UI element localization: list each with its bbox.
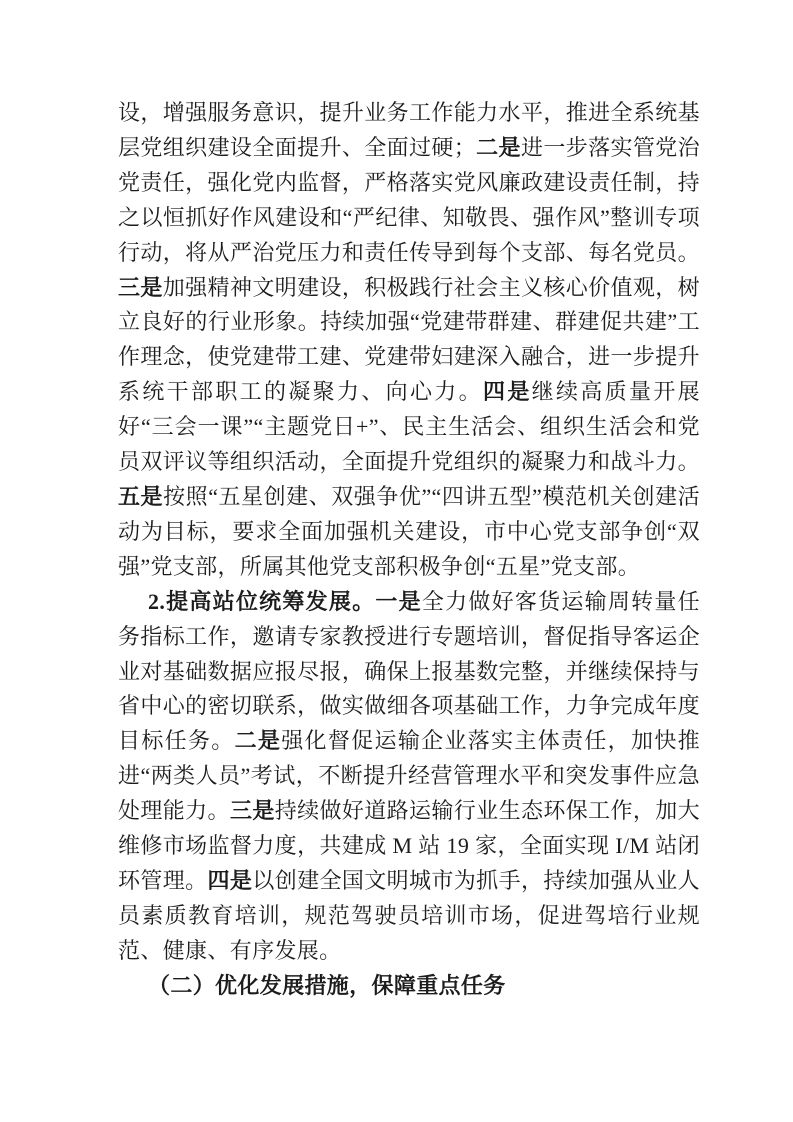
section-heading-text: （二）优化发展措施，保障重点任务 bbox=[148, 972, 506, 998]
bold-item-heading: 2.提高站位统筹发展。一是 bbox=[148, 588, 422, 614]
bold-marker-sanshi: 三是 bbox=[118, 274, 163, 300]
bold-marker-wushi: 五是 bbox=[118, 483, 164, 509]
text-run: 全力做好客货运输周转量任务指标工作，邀请专家教授进行专题培训，督促指导客运企业对基础数据应报尽报，确保上报基数完整，并继续保持与省中心的密切联系，做实做细各项基础工作，力争完成年度目标任务。 bbox=[118, 588, 700, 754]
text-run: 加强精神文明建设，积极践行社会主义核心价值观，树立良好的行业形象。持续加强“党建带群建、群建促共建”工作理念，使党建带工建、党建带妇建深入融合，进一步提升系统干部职工的凝聚力、向心力。 bbox=[118, 274, 701, 405]
text-run: 进一步落实管党治党责任，强化党内监督，严格落实党风廉政建设责任制，持之以恒抓好作风建设和“严纪律、知敬畏、强作风”整训专项行动，将从严治党压力和责任传导到每个支部、每名党员。 bbox=[118, 134, 700, 265]
bold-marker-ershi: 二是 bbox=[476, 134, 521, 160]
text-run: 强化督促运输企业落实主体责任，加快推进“两类人员”考试，不断提升经营管理水平和突发事件应急处理能力。 bbox=[118, 728, 700, 824]
body-paragraph-item-2 bbox=[118, 585, 700, 969]
bold-marker-sishi: 四是 bbox=[482, 379, 532, 405]
bold-marker-sanshi: 三是 bbox=[229, 798, 275, 824]
body-paragraph-party-building bbox=[118, 96, 700, 585]
text-run: 以创建全国文明城市为抓手，持续加强从业人员素质教育培训，规范驾驶员培训市场，促进驾培行业规范、健康、有序发展。 bbox=[118, 867, 700, 963]
text-run: 设，增强服务意识，提升业务工作能力水平，推进全系统基层党组织建设全面提升、全面过硬； bbox=[118, 100, 700, 160]
document-body bbox=[118, 96, 700, 1004]
bold-marker-ershi: 二是 bbox=[234, 728, 282, 754]
text-run: 继续高质量开展好“三会一课”“主题党日+”、民主生活会、组织生活会和党员双评议等组织活动，全面提升党组织的凝聚力和战斗力。 bbox=[118, 379, 700, 475]
section-heading bbox=[118, 969, 700, 1004]
text-run: 持续做好道路运输行业生态环保工作，加大维修市场监督力度，共建成 M 站 19 家，全面实现 I/M 站闭环管理。 bbox=[118, 798, 701, 893]
text-run: 按照“五星创建、双强争优”“四讲五型”模范机关创建活动为目标，要求全面加强机关建设，市中心党支部争创“双强”党支部，所属其他党支部积极争创“五星”党支部。 bbox=[118, 483, 701, 579]
bold-marker-sishi: 四是 bbox=[207, 867, 253, 893]
